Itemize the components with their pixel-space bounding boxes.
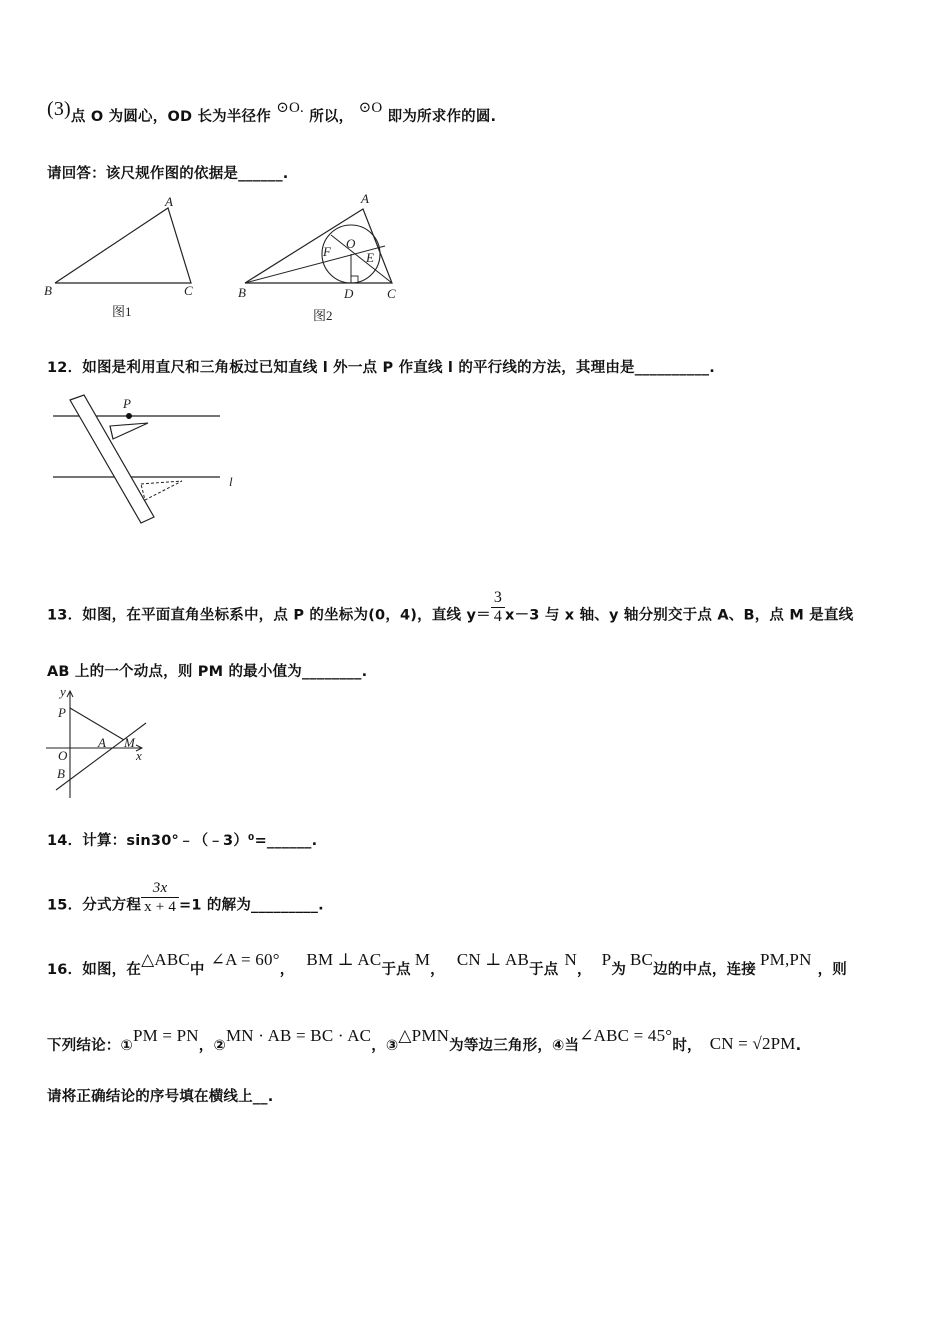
- circle-o-symbol: ⊙O.: [276, 100, 304, 116]
- segment-pm: [70, 708, 124, 740]
- ruler: [70, 395, 154, 523]
- label-y: y: [60, 684, 66, 699]
- angle-bisector-b: [245, 246, 385, 283]
- q13-figure: [46, 686, 166, 804]
- figure-caption: 图1: [112, 304, 132, 319]
- label-l: l: [229, 474, 233, 489]
- q16-instruction: 请将正确结论的序号填在横线上__.: [47, 1089, 274, 1105]
- label-a: A: [361, 191, 369, 206]
- q13-question-line-2: AB 上的一个动点，则 PM 的最小值为________.: [47, 664, 368, 680]
- point-p: [126, 413, 132, 419]
- math-triangle-pmn: △PMN: [398, 1026, 450, 1045]
- q16-line-2: 下列结论：①PM = PN，②MN · AB = BC · AC，③△PMN为等边三角形，④当∠ABC = 45°时， CN = √2PM.: [47, 1026, 802, 1054]
- q11-step-line: (3)点 O 为圆心，OD 长为半径作 ⊙O. 所以， ⊙O 即为所求作的圆.: [47, 98, 497, 125]
- math-m: M: [414, 950, 431, 969]
- q15-question: 15．分式方程 $\frac{3x}{x + 4}$ =1 的解为_________.: [47, 880, 324, 915]
- label-c: C: [184, 283, 193, 298]
- label-b: B: [44, 283, 52, 298]
- triangle-abc: [55, 208, 191, 283]
- q16-line-1: 16．如图，在△ABC中∠A = 60°，BM ⊥ AC于点M，CN ⊥ AB于点N，P为BC边的中点，连接PM,PN，则: [47, 950, 847, 978]
- q11-figure-2: [235, 190, 415, 325]
- figure-caption: 图2: [313, 308, 333, 323]
- label-e: E: [366, 250, 374, 265]
- label-o: O: [58, 748, 68, 763]
- label-b: B: [57, 766, 65, 781]
- label-p: P: [123, 396, 131, 411]
- label-f: F: [323, 244, 331, 259]
- math-triangle-abc: △ABC: [141, 950, 190, 969]
- triangle-abc: [245, 209, 392, 283]
- fraction-3x-over-x-plus-4: $\frac{3x}{x + 4}$: [141, 879, 179, 916]
- label-p: P: [58, 705, 66, 720]
- circle-o-symbol: ⊙O: [358, 100, 383, 116]
- math-mn-ab-eq-bc-ac: MN · AB = BC · AC: [225, 1026, 372, 1045]
- fraction-3-4: $\frac{3}{4}$: [491, 589, 505, 626]
- math-cn-eq-root2-pm: CN = √2PM: [709, 1034, 796, 1053]
- label-x: x: [136, 748, 142, 763]
- q11-question: 请回答：该尺规作图的依据是______.: [47, 166, 289, 182]
- label-d: D: [344, 286, 354, 301]
- math-angle-abc-45: ∠ABC = 45°: [579, 1026, 673, 1045]
- math-bc: BC: [630, 950, 654, 969]
- label-o: O: [346, 236, 356, 251]
- math-n: N: [564, 950, 577, 969]
- math-angle-a: ∠A = 60°: [210, 950, 280, 969]
- set-square: [110, 423, 148, 439]
- label-b: B: [238, 285, 246, 300]
- math-cn-perp-ab: CN ⊥ AB: [456, 950, 530, 969]
- label-a: A: [165, 194, 173, 209]
- step-number: (3): [47, 98, 71, 120]
- set-square-guide: [110, 426, 113, 439]
- label-a: A: [98, 735, 106, 750]
- q13-question-line-1: 13．如图，在平面直角坐标系中，点 P 的坐标为(0，4)，直线 y＝ $\frac{3}{4}$ x－3 与 x 轴、y 轴分别交于点 A、B，点 M 是直线: [47, 589, 854, 625]
- math-pm-pn: PM,PN: [760, 950, 812, 969]
- q11-figure-1: [40, 195, 210, 325]
- math-p: P: [601, 950, 612, 969]
- label-m: M: [124, 735, 135, 750]
- q12-question: 12．如图是利用直尺和三角板过已知直线 l 外一点 P 作直线 l 的平行线的方法，其理由是__________.: [47, 360, 715, 376]
- set-square-shifted: [141, 481, 182, 500]
- q14-question: 14．计算：sin30°﹣（﹣3）⁰=______.: [47, 833, 318, 849]
- q12-figure: [48, 392, 248, 527]
- math-bm-perp-ac: BM ⊥ AC: [306, 950, 382, 969]
- math-pm-eq-pn: PM = PN: [132, 1026, 199, 1045]
- label-c: C: [387, 286, 396, 301]
